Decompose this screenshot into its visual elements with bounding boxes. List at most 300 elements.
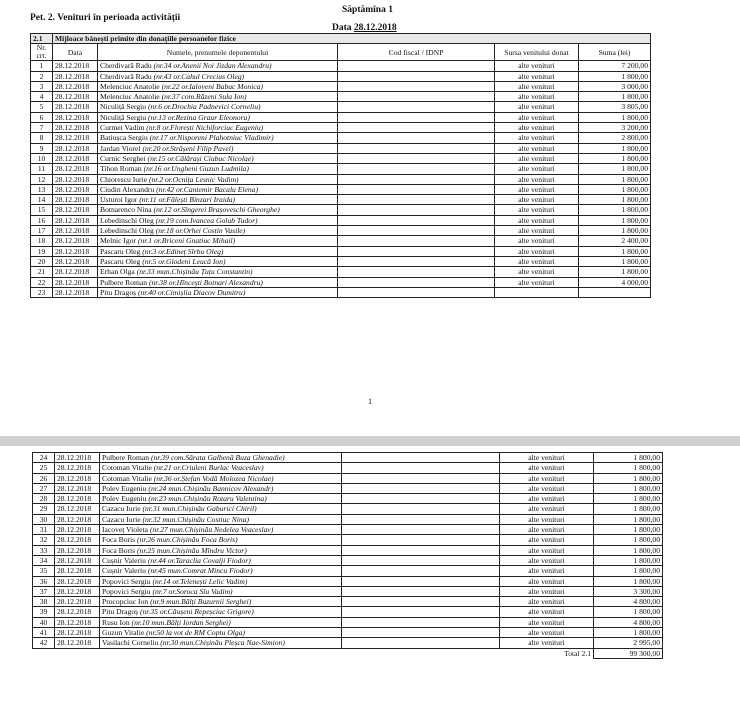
row-date: 28.12.2018: [53, 256, 98, 266]
row-fiscal-code: [342, 597, 500, 607]
row-name: [98, 277, 338, 287]
row-source: alte venituri: [500, 463, 594, 473]
row-number: 16: [31, 215, 53, 225]
row-source: alte venituri: [500, 494, 594, 504]
deponent-note: (nr.3 or.Edineț Sîrbu Oleg): [142, 246, 224, 256]
row-number: 17: [31, 226, 53, 236]
row-source: alte venituri: [495, 153, 579, 163]
row-date: 28.12.2018: [55, 576, 100, 586]
row-amount: 1 800,00: [594, 463, 663, 473]
row-amount: 1 800,00: [579, 267, 651, 277]
deponent-note: (nr.15 or.Călărași Ciubuc Nicolae): [147, 153, 254, 163]
row-date: 28.12.2018: [53, 61, 98, 71]
row-date: 28.12.2018: [55, 535, 100, 545]
table-row: [31, 205, 651, 215]
deponent-note: (nr.27 mun.Chișinău Nedelea Veaceslav): [149, 525, 274, 535]
row-amount: 1 800,00: [579, 143, 651, 153]
row-amount: 1 800,00: [579, 256, 651, 266]
row-amount: 1 800,00: [579, 226, 651, 236]
deponent-note: (nr.25 mun.Chișinău Mîndru Victor): [137, 545, 247, 555]
row-name: [100, 628, 342, 638]
row-fiscal-code: [338, 195, 495, 205]
table-row: [31, 81, 651, 91]
row-fiscal-code: [342, 607, 500, 617]
row-number: 18: [31, 236, 53, 246]
donor-name: Usturoi Igor: [100, 195, 138, 205]
row-name: [98, 226, 338, 236]
donor-name: Guzun Vitalie: [102, 628, 145, 638]
row-source: alte venituri: [495, 133, 579, 143]
row-number: 25: [33, 463, 55, 473]
col-source-header: Sursa venitului donat: [495, 44, 579, 61]
row-name: [100, 483, 342, 493]
row-number: 34: [33, 555, 55, 565]
row-name: [98, 246, 338, 256]
row-number: 33: [33, 545, 55, 555]
table-row: [31, 92, 651, 102]
row-name: [100, 566, 342, 576]
row-amount: 1 800,00: [579, 215, 651, 225]
row-date: 28.12.2018: [55, 617, 100, 627]
row-name: [98, 256, 338, 266]
row-date: 28.12.2018: [55, 483, 100, 493]
table-row: [33, 483, 663, 493]
table-row: [31, 102, 651, 112]
row-fiscal-code: [338, 236, 495, 246]
row-date: 28.12.2018: [55, 638, 100, 648]
table-row: [31, 153, 651, 163]
row-fiscal-code: [342, 535, 500, 545]
col-date-header: Data: [53, 44, 98, 61]
row-source: alte venituri: [495, 61, 579, 71]
row-amount: 1 800,00: [594, 628, 663, 638]
row-fiscal-code: [342, 525, 500, 535]
row-number: 24: [33, 453, 55, 463]
row-name: [98, 153, 338, 163]
row-name: [98, 236, 338, 246]
row-date: 28.12.2018: [53, 226, 98, 236]
row-number: 23: [31, 287, 53, 297]
table-row: [31, 133, 651, 143]
row-fiscal-code: [338, 287, 495, 297]
row-source: alte venituri: [495, 205, 579, 215]
row-amount: 1 800,00: [594, 566, 663, 576]
row-date: 28.12.2018: [53, 153, 98, 163]
row-source: alte venituri: [500, 586, 594, 596]
section-title: Pet. 2. Venituri în perioada activității: [30, 13, 181, 23]
row-source: alte venituri: [500, 638, 594, 648]
row-amount: 3 000,00: [579, 81, 651, 91]
total-value: 99 300,00: [594, 648, 663, 658]
table-row: [31, 256, 651, 266]
row-date: 28.12.2018: [55, 473, 100, 483]
table-row: [31, 195, 651, 205]
row-number: 41: [33, 628, 55, 638]
row-source: alte venituri: [495, 184, 579, 194]
row-date: 28.12.2018: [53, 184, 98, 194]
row-name: [100, 453, 342, 463]
table-row: [33, 607, 663, 617]
row-fiscal-code: [338, 71, 495, 81]
donor-name: Ciudin Alexandru: [100, 184, 155, 194]
deponent-note: (nr.24 mun.Chișinău Bannicov Alexandr): [148, 483, 274, 493]
row-source: alte venituri: [500, 514, 594, 524]
row-source: alte venituri: [495, 277, 579, 287]
table-row: [33, 597, 663, 607]
row-amount: 1 800,00: [594, 576, 663, 586]
row-date: 28.12.2018: [55, 545, 100, 555]
row-amount: 1 800,00: [579, 195, 651, 205]
table-row: [33, 576, 663, 586]
row-source: alte venituri: [495, 246, 579, 256]
col-amount-header: Suma (lei): [579, 44, 651, 61]
deponent-note: (nr.18 or.Orhei Costin Vasile): [155, 226, 246, 236]
row-fiscal-code: [342, 555, 500, 565]
deponent-note: (nr.33 mun.Chișinău Țuțu Constantin): [136, 267, 253, 277]
donor-name: Melnic Igor: [100, 236, 137, 246]
row-name: [98, 112, 338, 122]
row-name: [100, 597, 342, 607]
row-source: alte venituri: [500, 525, 594, 535]
row-number: 38: [33, 597, 55, 607]
table-row: [33, 525, 663, 535]
row-source: alte venituri: [495, 226, 579, 236]
donor-name: Lebedinschi Oleg: [100, 226, 154, 236]
row-number: 40: [33, 617, 55, 627]
row-amount: 1 800,00: [579, 184, 651, 194]
donor-name: Vasilachi Corneliu: [102, 638, 159, 648]
column-header-row: [31, 44, 651, 61]
donor-name: Cazacu Iurie: [102, 504, 141, 514]
row-date: 28.12.2018: [55, 525, 100, 535]
table-row: [33, 628, 663, 638]
row-date: 28.12.2018: [55, 586, 100, 596]
row-source: alte venituri: [500, 566, 594, 576]
donor-name: Pulbere Roman: [102, 453, 150, 462]
row-fiscal-code: [338, 143, 495, 153]
deponent-note: (nr.26 mun.Chișinău Foca Boris): [137, 535, 238, 545]
row-date: 28.12.2018: [53, 236, 98, 246]
row-date: 28.12.2018: [53, 215, 98, 225]
row-name: [98, 195, 338, 205]
donor-name: Curmei Vadim: [100, 123, 145, 133]
table-body-page-2: [33, 453, 663, 649]
row-source: alte venituri: [495, 236, 579, 246]
deponent-note: (nr.45 mun.Comrat Mincu Fiodor): [147, 566, 253, 576]
row-amount: 4 000,00: [579, 277, 651, 287]
row-name: [98, 184, 338, 194]
row-amount: 1 800,00: [579, 92, 651, 102]
deponent-note: (nr.6 or.Drochia Padnevici Corneliu): [147, 102, 261, 112]
row-name: [98, 92, 338, 102]
row-number: 3: [31, 81, 53, 91]
row-amount: 3 300,00: [594, 586, 663, 596]
donor-name: Polev Eugeniu: [102, 483, 147, 493]
deponent-note: (nr.40 or.Cimișlia Diacov Dumitru): [137, 287, 246, 297]
row-amount: 1 800,00: [579, 205, 651, 215]
row-amount: 4 800,00: [594, 617, 663, 627]
row-number: 10: [31, 153, 53, 163]
row-number: 20: [31, 256, 53, 266]
row-fiscal-code: [342, 617, 500, 627]
deponent-note: (nr.11 or.Fălești Binzari Iraida): [139, 195, 236, 205]
row-source: alte venituri: [500, 576, 594, 586]
row-fiscal-code: [342, 566, 500, 576]
row-number: 11: [31, 164, 53, 174]
row-number: 12: [31, 174, 53, 184]
row-name: [100, 586, 342, 596]
row-source: alte venituri: [495, 195, 579, 205]
row-name: [100, 607, 342, 617]
donor-name: Iacoveț Violeta: [102, 525, 148, 535]
row-number: 1: [31, 61, 53, 71]
row-date: 28.12.2018: [53, 277, 98, 287]
row-name: [100, 545, 342, 555]
deponent-note: (nr.34 or.Anenii Noi Jizdan Alexandru): [153, 61, 272, 71]
donor-name: Botnarenco Nina: [100, 205, 152, 215]
row-source: alte venituri: [495, 174, 579, 184]
col-name-header: Numele, prenumele deponentului: [98, 44, 338, 61]
row-amount: 7 200,00: [579, 61, 651, 71]
donor-name: Lebedinschi Oleg: [100, 215, 154, 225]
table-row: [31, 236, 651, 246]
deponent-note: (nr.7 or.Soroca Sîu Vadim): [152, 586, 233, 596]
row-name: [98, 143, 338, 153]
row-amount: 1 800,00: [579, 71, 651, 81]
row-date: 28.12.2018: [55, 597, 100, 607]
row-source: alte venituri: [495, 215, 579, 225]
donor-name: Procopciuc Ion: [102, 597, 149, 607]
row-amount: 1 800,00: [594, 494, 663, 504]
donor-name: Chiorescu Iurie: [100, 174, 148, 184]
row-date: 28.12.2018: [53, 205, 98, 215]
table-row: [33, 463, 663, 473]
table-row: [31, 112, 651, 122]
row-source: alte venituri: [495, 123, 579, 133]
date-prefix: Data: [332, 23, 354, 33]
row-name: [100, 555, 342, 565]
deponent-note: (nr.44 or.Taraclia Covalji Fiodor): [147, 555, 251, 565]
deponent-note: (nr.10 mun.Bălți Iordan Serghei): [131, 617, 231, 627]
deponent-note: (nr.37 com.Răzeni Sula Ion): [161, 92, 247, 102]
row-date: 28.12.2018: [55, 463, 100, 473]
row-amount: 1 800,00: [594, 453, 663, 463]
row-fiscal-code: [338, 61, 495, 71]
row-fiscal-code: [338, 174, 495, 184]
deponent-note: (nr.38 or.Hîncești Botnari Alexandru): [148, 277, 263, 287]
deponent-note: (nr.23 mun.Chișinău Rotaru Valentina): [148, 494, 267, 504]
table-row: [31, 215, 651, 225]
table-row: [33, 617, 663, 627]
table-row: [31, 267, 651, 277]
row-name: [98, 174, 338, 184]
row-amount: 1 800,00: [594, 473, 663, 483]
row-date: 28.12.2018: [53, 267, 98, 277]
row-source: alte venituri: [500, 545, 594, 555]
row-amount: 2 800,00: [579, 133, 651, 143]
row-fiscal-code: [338, 133, 495, 143]
donor-name: Popovici Sergiu: [102, 586, 151, 596]
deponent-note: (nr.30 mun.Chișinău Pleșca Nae-Simion): [160, 638, 285, 648]
table-row: [31, 71, 651, 81]
donor-name: Pitu Dragoș: [100, 287, 137, 297]
row-fiscal-code: [342, 463, 500, 473]
donor-name: Erhan Olga: [100, 267, 135, 277]
row-fiscal-code: [338, 81, 495, 91]
row-number: 6: [31, 112, 53, 122]
row-name: [98, 164, 338, 174]
page-number: 1: [368, 397, 372, 406]
row-name: [98, 133, 338, 143]
table-row: [33, 566, 663, 576]
deponent-note: (nr.42 or.Cantemir Bacalu Elena): [156, 184, 258, 194]
row-fiscal-code: [338, 123, 495, 133]
donor-name: Niculiță Sergiu: [100, 102, 147, 112]
row-source: alte venituri: [495, 71, 579, 81]
row-number: 15: [31, 205, 53, 215]
row-date: 28.12.2018: [53, 112, 98, 122]
row-fiscal-code: [338, 153, 495, 163]
row-number: 9: [31, 143, 53, 153]
row-number: 4: [31, 92, 53, 102]
row-source: alte venituri: [500, 607, 594, 617]
table-row: [31, 184, 651, 194]
deponent-note: (nr.16 or.Ungheni Guzun Ludmila): [143, 164, 249, 174]
row-date: 28.12.2018: [55, 628, 100, 638]
row-number: 21: [31, 267, 53, 277]
row-source: alte venituri: [500, 483, 594, 493]
row-name: [100, 638, 342, 648]
row-number: 42: [33, 638, 55, 648]
row-source: alte venituri: [495, 92, 579, 102]
row-name: [98, 102, 338, 112]
row-name: [100, 504, 342, 514]
donor-name: Cherdivară Radu: [100, 61, 152, 71]
row-source: alte venituri: [495, 256, 579, 266]
row-name: [98, 81, 338, 91]
row-number: 36: [33, 576, 55, 586]
donor-name: Batiușca Sergiu: [100, 133, 148, 143]
deponent-note: (nr.5 or.Glodeni Leucă Ion): [142, 256, 226, 266]
donor-name: Tihon Roman: [100, 164, 142, 174]
row-fiscal-code: [342, 473, 500, 483]
row-amount: 4 800,00: [594, 597, 663, 607]
donor-name: Rusu Ion: [102, 617, 130, 627]
donor-name: Cotoman Vitalie: [102, 463, 152, 473]
row-number: 19: [31, 246, 53, 256]
deponent-note: (nr.35 or.Căușeni Repeșciuc Grigore): [139, 607, 254, 617]
row-amount: 2 995,00: [594, 638, 663, 648]
row-fiscal-code: [338, 184, 495, 194]
row-date: 28.12.2018: [55, 494, 100, 504]
document-page-2: [0, 446, 740, 724]
row-source: alte venituri: [500, 535, 594, 545]
row-number: 14: [31, 195, 53, 205]
deponent-note: (nr.39 com.Sărata Galbenă Buza Ghenadie): [150, 453, 285, 462]
row-number: 7: [31, 123, 53, 133]
row-amount: 2 400,00: [579, 236, 651, 246]
deponent-note: (nr.22 or.Ialoveni Babuc Monica): [161, 81, 264, 91]
row-number: 39: [33, 607, 55, 617]
row-name: [98, 215, 338, 225]
row-amount: 3 200,00: [579, 123, 651, 133]
row-source: alte venituri: [495, 81, 579, 91]
row-fiscal-code: [342, 514, 500, 524]
deponent-note: (nr.9 mun.Bălți Buzurnii Serghei): [150, 597, 252, 607]
row-fiscal-code: [342, 638, 500, 648]
row-fiscal-code: [342, 453, 500, 463]
row-date: 28.12.2018: [55, 566, 100, 576]
row-name: [98, 123, 338, 133]
donor-name: Niculiță Sergiu: [100, 112, 147, 122]
row-name: [100, 617, 342, 627]
donor-name: Popovici Sergiu: [102, 576, 151, 586]
deponent-note: (nr.13 or.Rezina Graur Eleonora): [147, 112, 250, 122]
row-name: [98, 205, 338, 215]
row-amount: 1 800,00: [594, 525, 663, 535]
table-row: [31, 61, 651, 71]
row-amount: 1 800,00: [594, 483, 663, 493]
deponent-note: (nr.19 com.Ivancea Golub Tudor): [155, 215, 258, 225]
row-amount: 1 800,00: [579, 164, 651, 174]
row-number: 13: [31, 184, 53, 194]
row-source: alte venituri: [500, 473, 594, 483]
row-name: [100, 514, 342, 524]
row-amount: [579, 287, 651, 297]
row-date: 28.12.2018: [53, 102, 98, 112]
row-amount: 1 800,00: [579, 174, 651, 184]
row-amount: 1 800,00: [594, 504, 663, 514]
row-number: 37: [33, 586, 55, 596]
row-date: 28.12.2018: [53, 195, 98, 205]
row-fiscal-code: [338, 215, 495, 225]
row-source: alte venituri: [500, 617, 594, 627]
row-name: [100, 576, 342, 586]
deponent-note: (nr.50 la vot de RM Coptu Olga): [146, 628, 246, 638]
row-source: alte venituri: [500, 504, 594, 514]
table-row: [33, 545, 663, 555]
row-name: [98, 61, 338, 71]
total-label: Total 2.1: [33, 648, 594, 658]
table-row: [31, 174, 651, 184]
row-source: alte venituri: [500, 555, 594, 565]
subsection-row: [31, 34, 651, 44]
row-source: alte venituri: [495, 267, 579, 277]
row-date: 28.12.2018: [53, 143, 98, 153]
donor-name: Melenciuc Anatolie: [100, 92, 160, 102]
table-row: [33, 535, 663, 545]
week-label: Săptămîna 1: [342, 5, 393, 15]
deponent-note: (nr.17 or.Nisporeni Plahotniuc Vladimir): [149, 133, 274, 143]
row-fiscal-code: [338, 246, 495, 256]
row-name: [100, 463, 342, 473]
row-amount: 1 800,00: [594, 555, 663, 565]
donor-name: Cazacu Iurie: [102, 514, 141, 524]
row-amount: 1 800,00: [594, 607, 663, 617]
row-number: 27: [33, 483, 55, 493]
deponent-note: (nr.8 or.Florești Nichiforciuc Eugeniu): [146, 123, 264, 133]
table-row: [33, 504, 663, 514]
row-date: 28.12.2018: [53, 123, 98, 133]
table-row: [31, 287, 651, 297]
row-name: [98, 287, 338, 297]
donor-name: Cușnir Valeriu: [102, 555, 146, 565]
donor-name: Melenciuc Anatolie: [100, 81, 160, 91]
donor-name: Cotoman Vitalie: [102, 473, 152, 483]
row-number: 32: [33, 535, 55, 545]
table-row: [33, 494, 663, 504]
col-nr-header: Nr. crt.: [31, 44, 53, 61]
